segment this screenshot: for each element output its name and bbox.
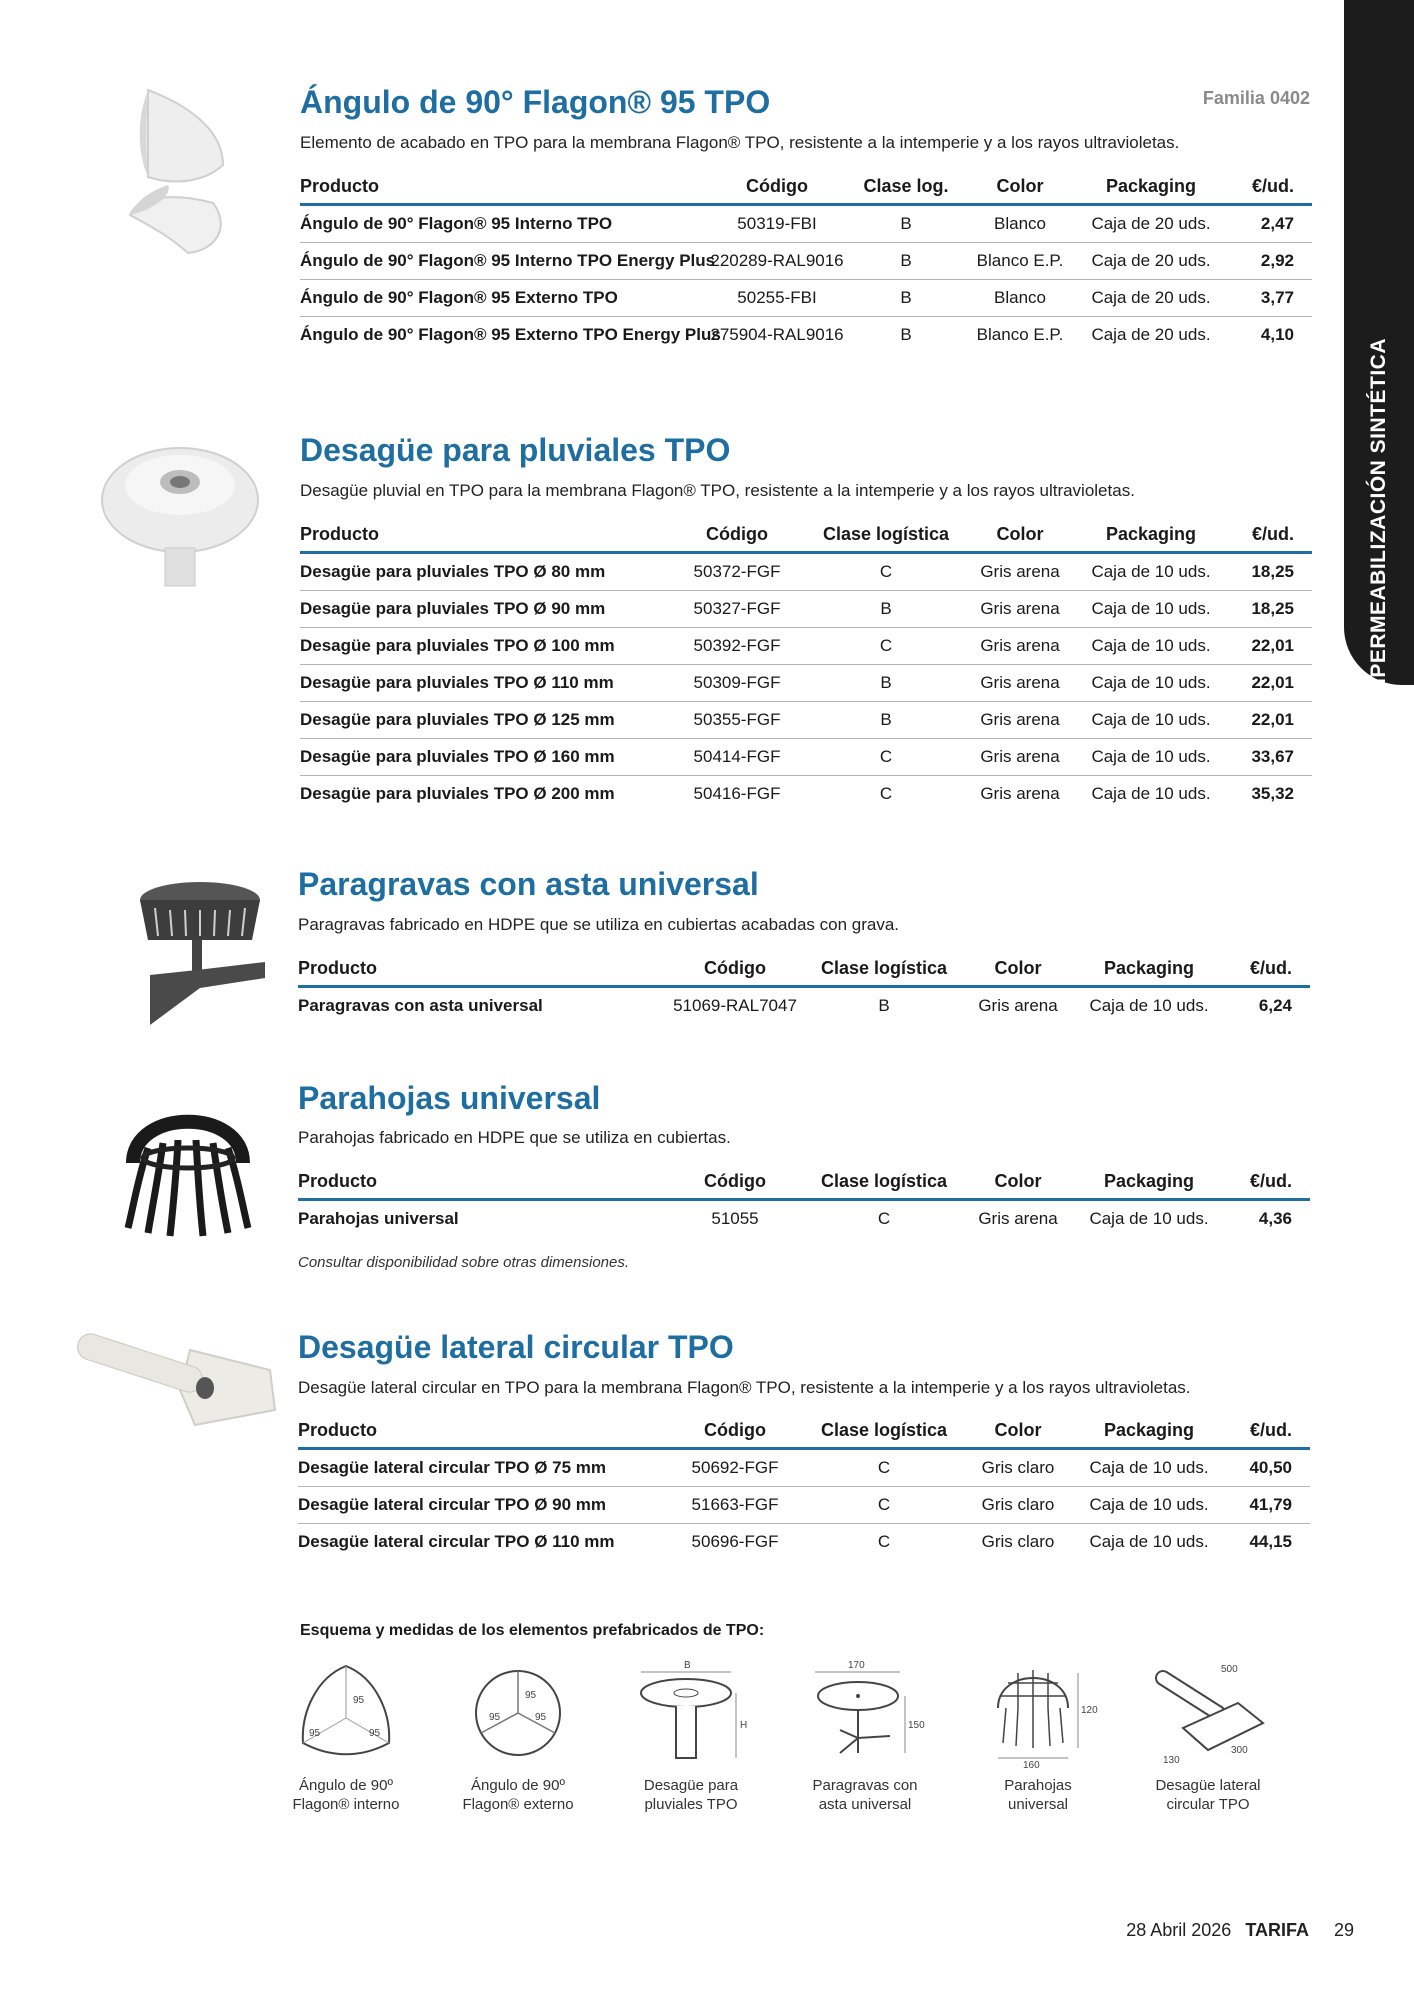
product-price: 2,92 bbox=[1222, 243, 1312, 280]
product-name: Ángulo de 90° Flagon® 95 Externo TPO bbox=[300, 280, 702, 317]
table-row bbox=[300, 205, 1312, 243]
dim-label: 95 bbox=[535, 1712, 547, 1723]
section-title: Desagüe para pluviales TPO bbox=[300, 432, 731, 468]
product-color: Gris arena bbox=[960, 591, 1080, 628]
product-code: 51055 bbox=[711, 1209, 759, 1228]
product-class: B bbox=[852, 205, 960, 243]
leaf-guard-image bbox=[118, 1088, 258, 1238]
product-price: 41,79 bbox=[1220, 1487, 1310, 1524]
dim-label: 95 bbox=[489, 1712, 501, 1723]
product-name: Parahojas universal bbox=[298, 1209, 459, 1228]
product-packaging: Caja de 20 uds. bbox=[1080, 243, 1222, 280]
product-code: 50327-FGF bbox=[662, 591, 812, 628]
section-description: Desagüe pluvial en TPO para la membrana Flagon® TPO, resistente a la intemperie y a los rayos ultravioletas. bbox=[300, 481, 1135, 500]
product-name: Desagüe lateral circular TPO Ø 90 mm bbox=[298, 1487, 660, 1524]
product-packaging: Caja de 10 uds. bbox=[1080, 665, 1222, 702]
product-code: 275904-RAL9016 bbox=[710, 325, 844, 344]
product-name: Desagüe para pluviales TPO Ø 100 mm bbox=[300, 628, 662, 665]
product-code: 50319-FBI bbox=[702, 205, 852, 243]
footer-date: 28 Abril 2026 bbox=[1126, 1920, 1232, 1940]
product-name: Desagüe lateral circular TPO Ø 75 mm bbox=[298, 1449, 660, 1487]
table-row bbox=[298, 1200, 1310, 1238]
header-codigo: Código bbox=[662, 524, 812, 553]
header-producto: Producto bbox=[300, 524, 662, 553]
header-price: €/ud. bbox=[1222, 176, 1312, 205]
product-name: Desagüe para pluviales TPO Ø 200 mm bbox=[300, 784, 615, 803]
gravel-guard-drawing bbox=[800, 1658, 930, 1768]
product-price: 6,24 bbox=[1258, 996, 1292, 1015]
header-producto: Producto bbox=[298, 1171, 660, 1200]
diagram-leaf-guard bbox=[958, 1658, 1118, 1814]
familia-code: Familia 0402 bbox=[1202, 88, 1310, 108]
product-price: 4,36 bbox=[1258, 1209, 1292, 1228]
product-name: Ángulo de 90° Flagon® 95 Externo TPO Energy Plus bbox=[300, 325, 721, 344]
gravel-guard-image bbox=[120, 870, 280, 1030]
product-table bbox=[298, 1171, 1310, 1237]
header-packaging: Packaging bbox=[1080, 176, 1222, 205]
table-row bbox=[300, 243, 1312, 280]
product-table bbox=[300, 524, 1312, 812]
product-price: 18,25 bbox=[1222, 553, 1312, 591]
table-row bbox=[300, 776, 1312, 813]
header-clase: Clase logística bbox=[810, 1420, 958, 1449]
table-row bbox=[300, 702, 1312, 739]
footer bbox=[1126, 1920, 1309, 1941]
product-name: Ángulo de 90° Flagon® 95 Interno TPO bbox=[300, 205, 702, 243]
product-class: B bbox=[878, 996, 890, 1015]
header-clase: Clase logística bbox=[812, 524, 960, 553]
table-row bbox=[300, 628, 1312, 665]
product-code: 50355-FGF bbox=[662, 702, 812, 739]
header-color: Color bbox=[958, 1171, 1078, 1200]
product-price: 4,10 bbox=[1260, 325, 1294, 344]
angle-corner-image bbox=[118, 85, 238, 255]
product-price: 33,67 bbox=[1222, 739, 1312, 776]
product-packaging: Caja de 10 uds. bbox=[1078, 1449, 1220, 1487]
product-name: Desagüe para pluviales TPO Ø 110 mm bbox=[300, 665, 662, 702]
product-name: Ángulo de 90° Flagon® 95 Interno TPO Energy Plus bbox=[300, 243, 702, 280]
diagram-caption-line1: Ángulo de 90º bbox=[471, 1777, 565, 1794]
product-color: Blanco bbox=[960, 280, 1080, 317]
footer-label: TARIFA bbox=[1245, 1920, 1309, 1940]
header-codigo: Código bbox=[702, 176, 852, 205]
product-class: C bbox=[812, 553, 960, 591]
product-class: C bbox=[877, 1209, 891, 1228]
section-title: Desagüe lateral circular TPO bbox=[298, 1329, 734, 1365]
product-name: Desagüe lateral circular TPO Ø 110 mm bbox=[298, 1532, 615, 1551]
product-code: 50414-FGF bbox=[662, 739, 812, 776]
product-packaging: Caja de 10 uds. bbox=[1078, 1487, 1220, 1524]
section-description: Elemento de acabado en TPO para la membrana Flagon® TPO, resistente a la intemperie y a los rayos ultravioletas. bbox=[300, 133, 1180, 152]
page-number: 29 bbox=[1333, 1920, 1354, 1940]
side-tab bbox=[1344, 0, 1414, 702]
dim-label: 95 bbox=[525, 1690, 537, 1701]
product-name: Desagüe para pluviales TPO Ø 160 mm bbox=[300, 739, 662, 776]
product-class: C bbox=[879, 784, 893, 803]
section-description: Paragravas fabricado en HDPE que se utiliza en cubiertas acabadas con grava. bbox=[298, 915, 900, 934]
product-class: B bbox=[852, 243, 960, 280]
table-row bbox=[300, 280, 1312, 317]
header-packaging: Packaging bbox=[1078, 1420, 1220, 1449]
product-code: 50392-FGF bbox=[662, 628, 812, 665]
product-color: Gris arena bbox=[960, 553, 1080, 591]
dim-label: 150 bbox=[908, 1720, 925, 1731]
header-clase: Clase logística bbox=[810, 1171, 958, 1200]
product-code: 50372-FGF bbox=[662, 553, 812, 591]
product-code: 50696-FGF bbox=[691, 1532, 779, 1551]
product-price: 3,77 bbox=[1222, 280, 1312, 317]
dim-label: 95 bbox=[309, 1728, 321, 1739]
table-row bbox=[300, 591, 1312, 628]
section-description: Parahojas fabricado en HDPE que se utiliza en cubiertas. bbox=[298, 1128, 731, 1147]
product-price: 35,32 bbox=[1251, 784, 1294, 803]
header-packaging: Packaging bbox=[1080, 524, 1222, 553]
product-class: C bbox=[877, 1532, 891, 1551]
product-table bbox=[300, 176, 1312, 353]
product-packaging: Caja de 10 uds. bbox=[1080, 702, 1222, 739]
diagram-outer-angle bbox=[438, 1658, 598, 1814]
header-color: Color bbox=[958, 1420, 1078, 1449]
dim-label: 95 bbox=[369, 1728, 381, 1739]
header-codigo: Código bbox=[660, 1171, 810, 1200]
product-color: Gris arena bbox=[978, 1209, 1058, 1228]
product-price: 40,50 bbox=[1220, 1449, 1310, 1487]
product-name: Desagüe para pluviales TPO Ø 90 mm bbox=[300, 591, 662, 628]
header-color: Color bbox=[960, 524, 1080, 553]
section-title: Parahojas universal bbox=[298, 1080, 601, 1116]
product-color: Gris arena bbox=[978, 996, 1058, 1015]
product-color: Gris arena bbox=[980, 784, 1060, 803]
product-price: 18,25 bbox=[1222, 591, 1312, 628]
product-class: B bbox=[900, 325, 912, 344]
diagram-rain-drain bbox=[611, 1658, 771, 1814]
product-class: B bbox=[812, 591, 960, 628]
product-packaging: Caja de 20 uds. bbox=[1091, 325, 1211, 344]
outer-angle-drawing bbox=[463, 1658, 573, 1768]
table-row bbox=[298, 1487, 1310, 1524]
product-code: 50309-FGF bbox=[662, 665, 812, 702]
product-name: Paragravas con asta universal bbox=[298, 996, 543, 1015]
product-class: B bbox=[812, 702, 960, 739]
header-producto: Producto bbox=[300, 176, 702, 205]
diagram-caption-line1: Desagüe lateral bbox=[1155, 1777, 1261, 1794]
diagram-caption-line1: Ángulo de 90º bbox=[299, 1777, 393, 1794]
dim-label: 120 bbox=[1081, 1705, 1098, 1716]
product-table bbox=[298, 1420, 1310, 1560]
side-drain-image bbox=[70, 1330, 280, 1440]
availability-note: Consultar disponibilidad sobre otras dimensiones. bbox=[298, 1254, 630, 1271]
section-title: Paragravas con asta universal bbox=[298, 866, 759, 902]
diagram-gravel-guard bbox=[785, 1658, 945, 1814]
table-row bbox=[300, 553, 1312, 591]
product-code: 51069-RAL7047 bbox=[673, 996, 797, 1015]
product-packaging: Caja de 10 uds. bbox=[1080, 591, 1222, 628]
product-price: 44,15 bbox=[1249, 1532, 1292, 1551]
product-code: 50255-FBI bbox=[702, 280, 852, 317]
header-price: €/ud. bbox=[1222, 524, 1312, 553]
product-packaging: Caja de 10 uds. bbox=[1091, 784, 1211, 803]
header-clase: Clase logística bbox=[810, 958, 958, 987]
section-title: Ángulo de 90° Flagon® 95 TPO bbox=[300, 84, 771, 120]
product-table bbox=[298, 958, 1310, 1024]
product-code: 51663-FGF bbox=[660, 1487, 810, 1524]
header-price: €/ud. bbox=[1220, 1420, 1310, 1449]
dim-label: H bbox=[740, 1720, 748, 1731]
dim-label: 500 bbox=[1221, 1664, 1238, 1675]
diagram-caption-line2: circular TPO bbox=[1166, 1796, 1250, 1813]
header-clase: Clase log. bbox=[852, 176, 960, 205]
table-row bbox=[298, 1449, 1310, 1487]
product-color: Gris arena bbox=[960, 665, 1080, 702]
table-row bbox=[300, 739, 1312, 776]
product-name: Desagüe para pluviales TPO Ø 125 mm bbox=[300, 702, 662, 739]
product-code: 50692-FGF bbox=[660, 1449, 810, 1487]
header-producto: Producto bbox=[298, 958, 660, 987]
dim-label: 300 bbox=[1231, 1745, 1248, 1756]
header-price: €/ud. bbox=[1220, 1171, 1310, 1200]
product-class: C bbox=[812, 628, 960, 665]
diagram-title: Esquema y medidas de los elementos prefabricados de TPO: bbox=[300, 1622, 765, 1639]
diagram-caption-line2: pluviales TPO bbox=[644, 1796, 738, 1813]
diagram-inner-angle bbox=[266, 1658, 426, 1814]
product-price: 22,01 bbox=[1222, 665, 1312, 702]
diagram-side-drain bbox=[1128, 1658, 1288, 1814]
diagram-caption-line2: universal bbox=[1007, 1796, 1069, 1813]
inner-angle-drawing bbox=[291, 1658, 401, 1768]
header-codigo: Código bbox=[660, 1420, 810, 1449]
diagram-caption-line1: Desagüe para bbox=[643, 1777, 739, 1794]
dim-label: 170 bbox=[848, 1660, 865, 1671]
dim-label: 160 bbox=[1023, 1760, 1040, 1768]
header-color: Color bbox=[960, 176, 1080, 205]
header-codigo: Código bbox=[660, 958, 810, 987]
product-code: 50416-FGF bbox=[693, 784, 781, 803]
header-producto: Producto bbox=[298, 1420, 660, 1449]
product-class: C bbox=[812, 739, 960, 776]
side-tab-label: IMPERMEABILIZACIÓN SINTÉTICA bbox=[1367, 338, 1390, 702]
section-description: Desagüe lateral circular en TPO para la membrana Flagon® TPO, resistente a la intemperie y a los rayos ultravioletas. bbox=[298, 1378, 1191, 1397]
dim-label: 95 bbox=[353, 1695, 365, 1706]
product-color: Blanco bbox=[960, 205, 1080, 243]
product-color: Gris claro bbox=[958, 1487, 1078, 1524]
side-drain-drawing bbox=[1143, 1658, 1273, 1768]
product-color: Gris arena bbox=[960, 628, 1080, 665]
product-class: B bbox=[812, 665, 960, 702]
product-class: B bbox=[852, 280, 960, 317]
product-packaging: Caja de 10 uds. bbox=[1089, 1209, 1209, 1228]
product-name: Desagüe para pluviales TPO Ø 80 mm bbox=[300, 553, 662, 591]
table-row bbox=[298, 987, 1310, 1025]
table-row bbox=[298, 1524, 1310, 1561]
product-color: Gris claro bbox=[981, 1532, 1055, 1551]
dim-label: 130 bbox=[1163, 1755, 1180, 1766]
rain-drain-drawing bbox=[626, 1658, 756, 1768]
product-color: Blanco E.P. bbox=[976, 325, 1064, 344]
header-packaging: Packaging bbox=[1078, 958, 1220, 987]
product-color: Blanco E.P. bbox=[960, 243, 1080, 280]
product-code: 220289-RAL9016 bbox=[702, 243, 852, 280]
diagram-caption-line1: Parahojas bbox=[1004, 1777, 1072, 1794]
header-color: Color bbox=[958, 958, 1078, 987]
product-color: Gris arena bbox=[960, 702, 1080, 739]
product-price: 2,47 bbox=[1222, 205, 1312, 243]
product-color: Gris arena bbox=[960, 739, 1080, 776]
product-packaging: Caja de 20 uds. bbox=[1080, 205, 1222, 243]
diagram-caption-line1: Paragravas con bbox=[812, 1777, 918, 1794]
product-packaging: Caja de 10 uds. bbox=[1080, 628, 1222, 665]
product-price: 22,01 bbox=[1222, 628, 1312, 665]
product-packaging: Caja de 20 uds. bbox=[1080, 280, 1222, 317]
product-packaging: Caja de 10 uds. bbox=[1089, 1532, 1209, 1551]
product-color: Gris claro bbox=[958, 1449, 1078, 1487]
dim-label: B bbox=[684, 1660, 691, 1671]
table-row bbox=[300, 317, 1312, 354]
header-price: €/ud. bbox=[1220, 958, 1310, 987]
diagram-caption-line2: asta universal bbox=[818, 1796, 912, 1813]
table-row bbox=[300, 665, 1312, 702]
product-packaging: Caja de 10 uds. bbox=[1080, 739, 1222, 776]
header-packaging: Packaging bbox=[1078, 1171, 1220, 1200]
product-price: 22,01 bbox=[1222, 702, 1312, 739]
rain-drain-image bbox=[95, 440, 265, 600]
product-packaging: Caja de 10 uds. bbox=[1089, 996, 1209, 1015]
diagram-caption-line2: Flagon® interno bbox=[292, 1796, 400, 1813]
product-class: C bbox=[810, 1449, 958, 1487]
leaf-guard-drawing bbox=[978, 1658, 1098, 1768]
product-packaging: Caja de 10 uds. bbox=[1080, 553, 1222, 591]
diagram-caption-line2: Flagon® externo bbox=[462, 1796, 574, 1813]
product-class: C bbox=[810, 1487, 958, 1524]
